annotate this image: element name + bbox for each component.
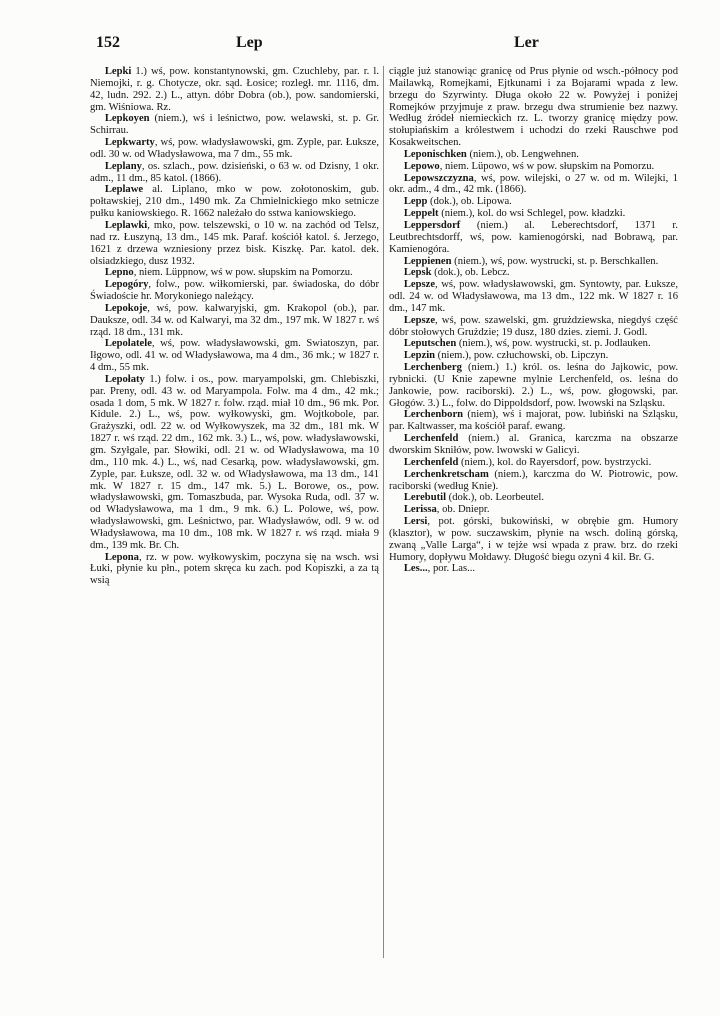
entry-text: , wś, pow. władysławowski, gm. Swiatoszyn, par. Iłgowo, odl. 41 w. od Władysławowa, ma 4 dm., 36 mk.; w 1827 r. 4 dm., 55 mk. [90,338,379,374]
entry-headword: Lepno [104,267,134,279]
entry-headword: Leplawe [104,184,144,196]
dictionary-entry [90,303,379,339]
dictionary-entry [389,492,678,504]
dictionary-entry [90,338,379,374]
entry-headword: Lerchenkretscham [403,468,489,480]
entry-headword: Lerissa [403,504,437,516]
dictionary-entry [389,350,678,362]
entry-headword: Lepolatele [104,338,152,350]
entry-text: (niem.), karczma do W. Piotrowic, pow. raciborski (według Knie). [389,468,678,492]
entry-text: (niem.), wś i leśnictwo, pow. welawski, st. p. Gr. Schirrau. [90,113,379,137]
dictionary-entry [90,184,379,220]
dictionary-entry [90,220,379,267]
entry-headword: Leplawki [104,219,148,231]
entry-headword: Lepsk [403,267,432,279]
dictionary-entry [389,362,678,409]
dictionary-entry [389,279,678,315]
dictionary-entry [90,552,379,588]
entry-headword: Lerchenborn [403,409,464,421]
right-running-head: Ler [514,34,539,51]
dictionary-entry [389,149,678,161]
dictionary-entry [90,374,379,552]
entry-headword: Lerebutil [403,492,447,504]
dictionary-entry [389,315,678,339]
entry-text: al. Liplano, mko w pow. zołotonoskim, gub. połtawskiej, 210 dm., 1490 mk. Za Chmielnickiego mko setnicze pułku kaniowskiego. R. 1662 należało do sstwa kaniowskiego. [90,184,379,220]
dictionary-entry [389,516,678,563]
entry-headword: Leppersdorf [403,219,461,231]
entry-text: , wś, pow. wilejski, o 27 w. od m. Wilejki, 1 okr. adm., 4 dm., 42 mk. (1866). [389,172,678,196]
entry-headword: Les... [403,563,428,575]
left-running-head: Lep [236,34,263,51]
entry-text: (dok.), ob. Lipowa. [427,196,512,208]
entry-text: (dok.), ob. Leorbeutel. [446,492,544,504]
entry-text: (niem.) al. Leberechtsdorf, 1371 r. Leutbrechtsdorff, wś, pow. kamienogórski, nad Bobrawą, par. Kamienogóra. [389,219,678,255]
dictionary-entry [389,267,678,279]
entry-text: , niem. Lüppnow, wś w pow. słupskim na Pomorzu. [133,267,353,279]
entry-headword: Lepsze [403,279,436,291]
entry-headword: Lerchenfeld [403,433,459,445]
entry-text: , wś, pow. władysławowski, gm. Syntowty, par. Łuksze, odl. 24 w. od Władysławowa, ma 13 dm., 122 mk. W 1827 r. 16 dm., 147 mk. [389,279,678,314]
entry-text: (niem.) 1.) król. os. leśna do Jajkowic, pow. rybnicki. (U Knie zapewne mylnie Lerchenfeld, os. leśna do Jankowie, pow. raciborski). 2.) L., wś, pow. głogowski, par. Głogów. 3.) L., folw. do Dippoldsdorf, pow. lwowski na Szląsku. [389,362,678,409]
right-column [384,66,678,958]
dictionary-entry [90,161,379,185]
entry-headword: Leponischken [403,148,467,160]
entry-headword: Lepzin [403,350,436,362]
entry-text: , por. Las... [427,563,476,575]
entry-headword: Lepowszczyzna [403,172,474,184]
entry-text: (niem.), kol. do wsi Schlegel, pow. kładzki. [438,208,626,220]
entry-headword: Leplany [104,160,142,172]
entry-headword: Lepogóry [104,279,149,291]
entry-headword: Leputschen [403,338,457,350]
entry-text: (niem.), kol. do Rayersdorf, pow. bystrzycki. [458,456,652,468]
entry-text: , niem. Lüpowo, wś w pow. słupskim na Pomorzu. [439,160,655,172]
entry-headword: Lepołaty [104,373,145,385]
dictionary-entry [389,66,678,149]
page-header [96,34,678,58]
entry-text: 1.) folw. i os., pow. maryampolski, gm. Chlebiszki, par. Preny, odl. 43 w. od Maryampola. Folw. ma 4 dm., 42 mk.; osada 1 dom, 5 mk. W 1827 r. folw. rząd. miał 10 dm., 96 mk. Por. Kidule. 2.) L., wś, pow. wyłkowyski, gm. Wojtkobole, par. Grażyszki, odl. 22 w. od Wyłkowyszek, ma 32 dm., 181 mk. W 1827 r. wś rząd. 22 dm., 162 mk. 3.) L., wś, pow. władysławowski, gm. Szyłgale, par. Słowiki, odl. 21 w. od Władysławowa, ma 10 dm., 110 mk. 4.) L., wś, nad Cesarką, pow. władysławowski, gm. Zyple, par. Łuksze, odl. 32 w. od Władysławowa, ma 13 dm., 141 mk. W 1827 r. 15 dm., 147 mk. 5.) L. Borowe, os., pow. władysławowski, gm. Tomaszbuda, par. Wysoka Ruda, odl. 37 w. od Władysławowa, ma 1 dm., 9 mk. 6.) L. Polowe, wś, pow. władysławowski, gm. Leśnictwo, par. Władysławów, odl. 9 w. od Władysławowa, ma 10 dm., 108 mk. W 1827 r. wś rząd. miała 9 dm., 139 mk. Br. Ch. [90,373,379,551]
entry-headword: Lerchenberg [403,362,462,374]
dictionary-entry [389,338,678,350]
entry-text: , rz. w pow. wyłkowyskim, poczyna się na wsch. wsi Łuki, płynie ku płn., potem skręca ku zach. pod Kopiszki, a za tą wsią [90,551,379,587]
dictionary-entry [389,433,678,457]
dictionary-entry [389,469,678,493]
dictionary-entry [389,196,678,208]
entry-headword: Leppelt [403,208,439,220]
dictionary-entry [389,504,678,516]
page-number: 152 [96,34,120,51]
entry-text: , wś, pow. szawelski, gm. grużdziewska, niegdyś część dóbr stołowych Grużdzie; 19 dusz, 180 dzies. ziemi. J. Godl. [389,314,678,338]
entry-text: , pot. górski, bukowiński, w obrębie gm. Humory (klasztor), w pow. suczawskim, płynie na wsch. doliną górską, zwaną „Valle Larga“, i w tejże wsi wpada z praw. brz. do rzeki Humory, dopływu Mołdawy. Długość biegu ozyni 4 kil. Br. G. [389,516,678,563]
dictionary-entry [90,137,379,161]
entry-headword: Lepowo [403,160,440,172]
entry-headword: Lepki [104,66,132,77]
entry-text: (niem.), wś, pow. wystrucki, st. p. Berschkallen. [451,255,659,267]
dictionary-entry [389,563,678,575]
entry-headword: Lepkwarty [104,137,155,149]
dictionary-entry [90,113,379,137]
entry-text: ciągle już stanowiąc granicę od Prus płynie od wsch.-północy pod Mailawką, Romejkami, Ejtkunami i za Bojarami wpada z lew. brzegu do Szyrwinty. Długa około 22 w. Powyżej i poniżej Romejków przyjmuje z praw. brzegu dwa strumienie bez nazwy. Według źródeł niemieckich rz. L. tworzy granicę między pow. stołupiańskim a królestwem i uchodzi do rzeki Rauschwe pod Kosakweitschen. [389,66,678,149]
entry-headword: Lepkoyen [104,113,150,125]
left-column [90,66,384,958]
entry-text: (niem.), ob. Lengwehnen. [466,148,579,160]
dictionary-entry [389,161,678,173]
entry-headword: Lepsze [403,314,436,326]
entry-text: , wś, pow. kalwaryjski, gm. Krakopol (ob.), par. Daukszе, odl. 34 w. od Kalwaryi, ma 32 dm., 197 mk. W 1827 r. wś rząd. 18 dm., 131 mk. [90,302,379,338]
entry-headword: Lersi [403,516,428,528]
dictionary-entry [90,267,379,279]
dictionary-entry [389,457,678,469]
entry-headword: Leppienen [403,255,452,267]
entry-text: (niem), wś i majorat, pow. lubiński na Szląsku, par. Kaltwasser, ma kościół paraf. ewang. [389,409,678,433]
text-columns [90,66,684,958]
dictionary-entry [389,409,678,433]
entry-headword: Lepokoje [104,302,148,314]
entry-text: (niem.), pow. człuchowski, ob. Lipczyn. [435,350,609,362]
entry-headword: Lerchenfeld [403,456,459,468]
entry-text: (dok.), ob. Lebcz. [431,267,510,279]
dictionary-entry [389,256,678,268]
entry-text: , wś, pow. władysławowski, gm. Zyple, par. Łuksze, odl. 30 w. od Władysławowa, ma 7 dm., 55 mk. [90,137,379,160]
entry-text: , mko, pow. telszewski, o 10 w. na zachód od Telsz, nad rz. Łuszyną, 13 dm., 145 mk. Paraf. kościół katol. ś. Jerzego, 1621 z drzewa wzniesiony przez bisk. Kiszkę. Par. katol. dek. olsiadzkiego, dusz 1932. [90,219,379,267]
dictionary-entry [389,208,678,220]
entry-text: , os. szlach., pow. dzisieński, o 63 w. od Dzisny, 1 okr. adm., 11 dm., 85 katol. (1866). [90,160,379,184]
entry-text: 1.) wś, pow. konstantynowski, gm. Czuchleby, par. r. l. Niemojki, r. g. Chotycze, okr. sąd. Łosice; rozległ. mr. 1116, dm. 42, ludn. 292. 2.) L., attyn. dóbr Dobra (ob.), pow. sandomierski, gm. Wiśniowa. Rz. [90,66,379,113]
dictionary-entry [90,279,379,303]
entry-headword: Lepona [104,551,139,563]
entry-text: , folw., pow. wiłkomierski, par. świadoska, do dóbr Świadoście hr. Morykoniego należący. [90,279,379,303]
entry-text: (niem.) al. Granica, karczma na obszarze dworskim Skniłów, pow. lwowski w Galicyi. [389,433,678,456]
dictionary-entry [389,220,678,256]
entry-text: , ob. Dniepr. [436,504,490,516]
dictionary-entry [389,173,678,197]
entry-text: (niem.), wś, pow. wystrucki, st. p. Jodlauken. [456,338,651,350]
dictionary-entry [90,66,379,113]
entry-headword: Lepp [403,196,428,208]
